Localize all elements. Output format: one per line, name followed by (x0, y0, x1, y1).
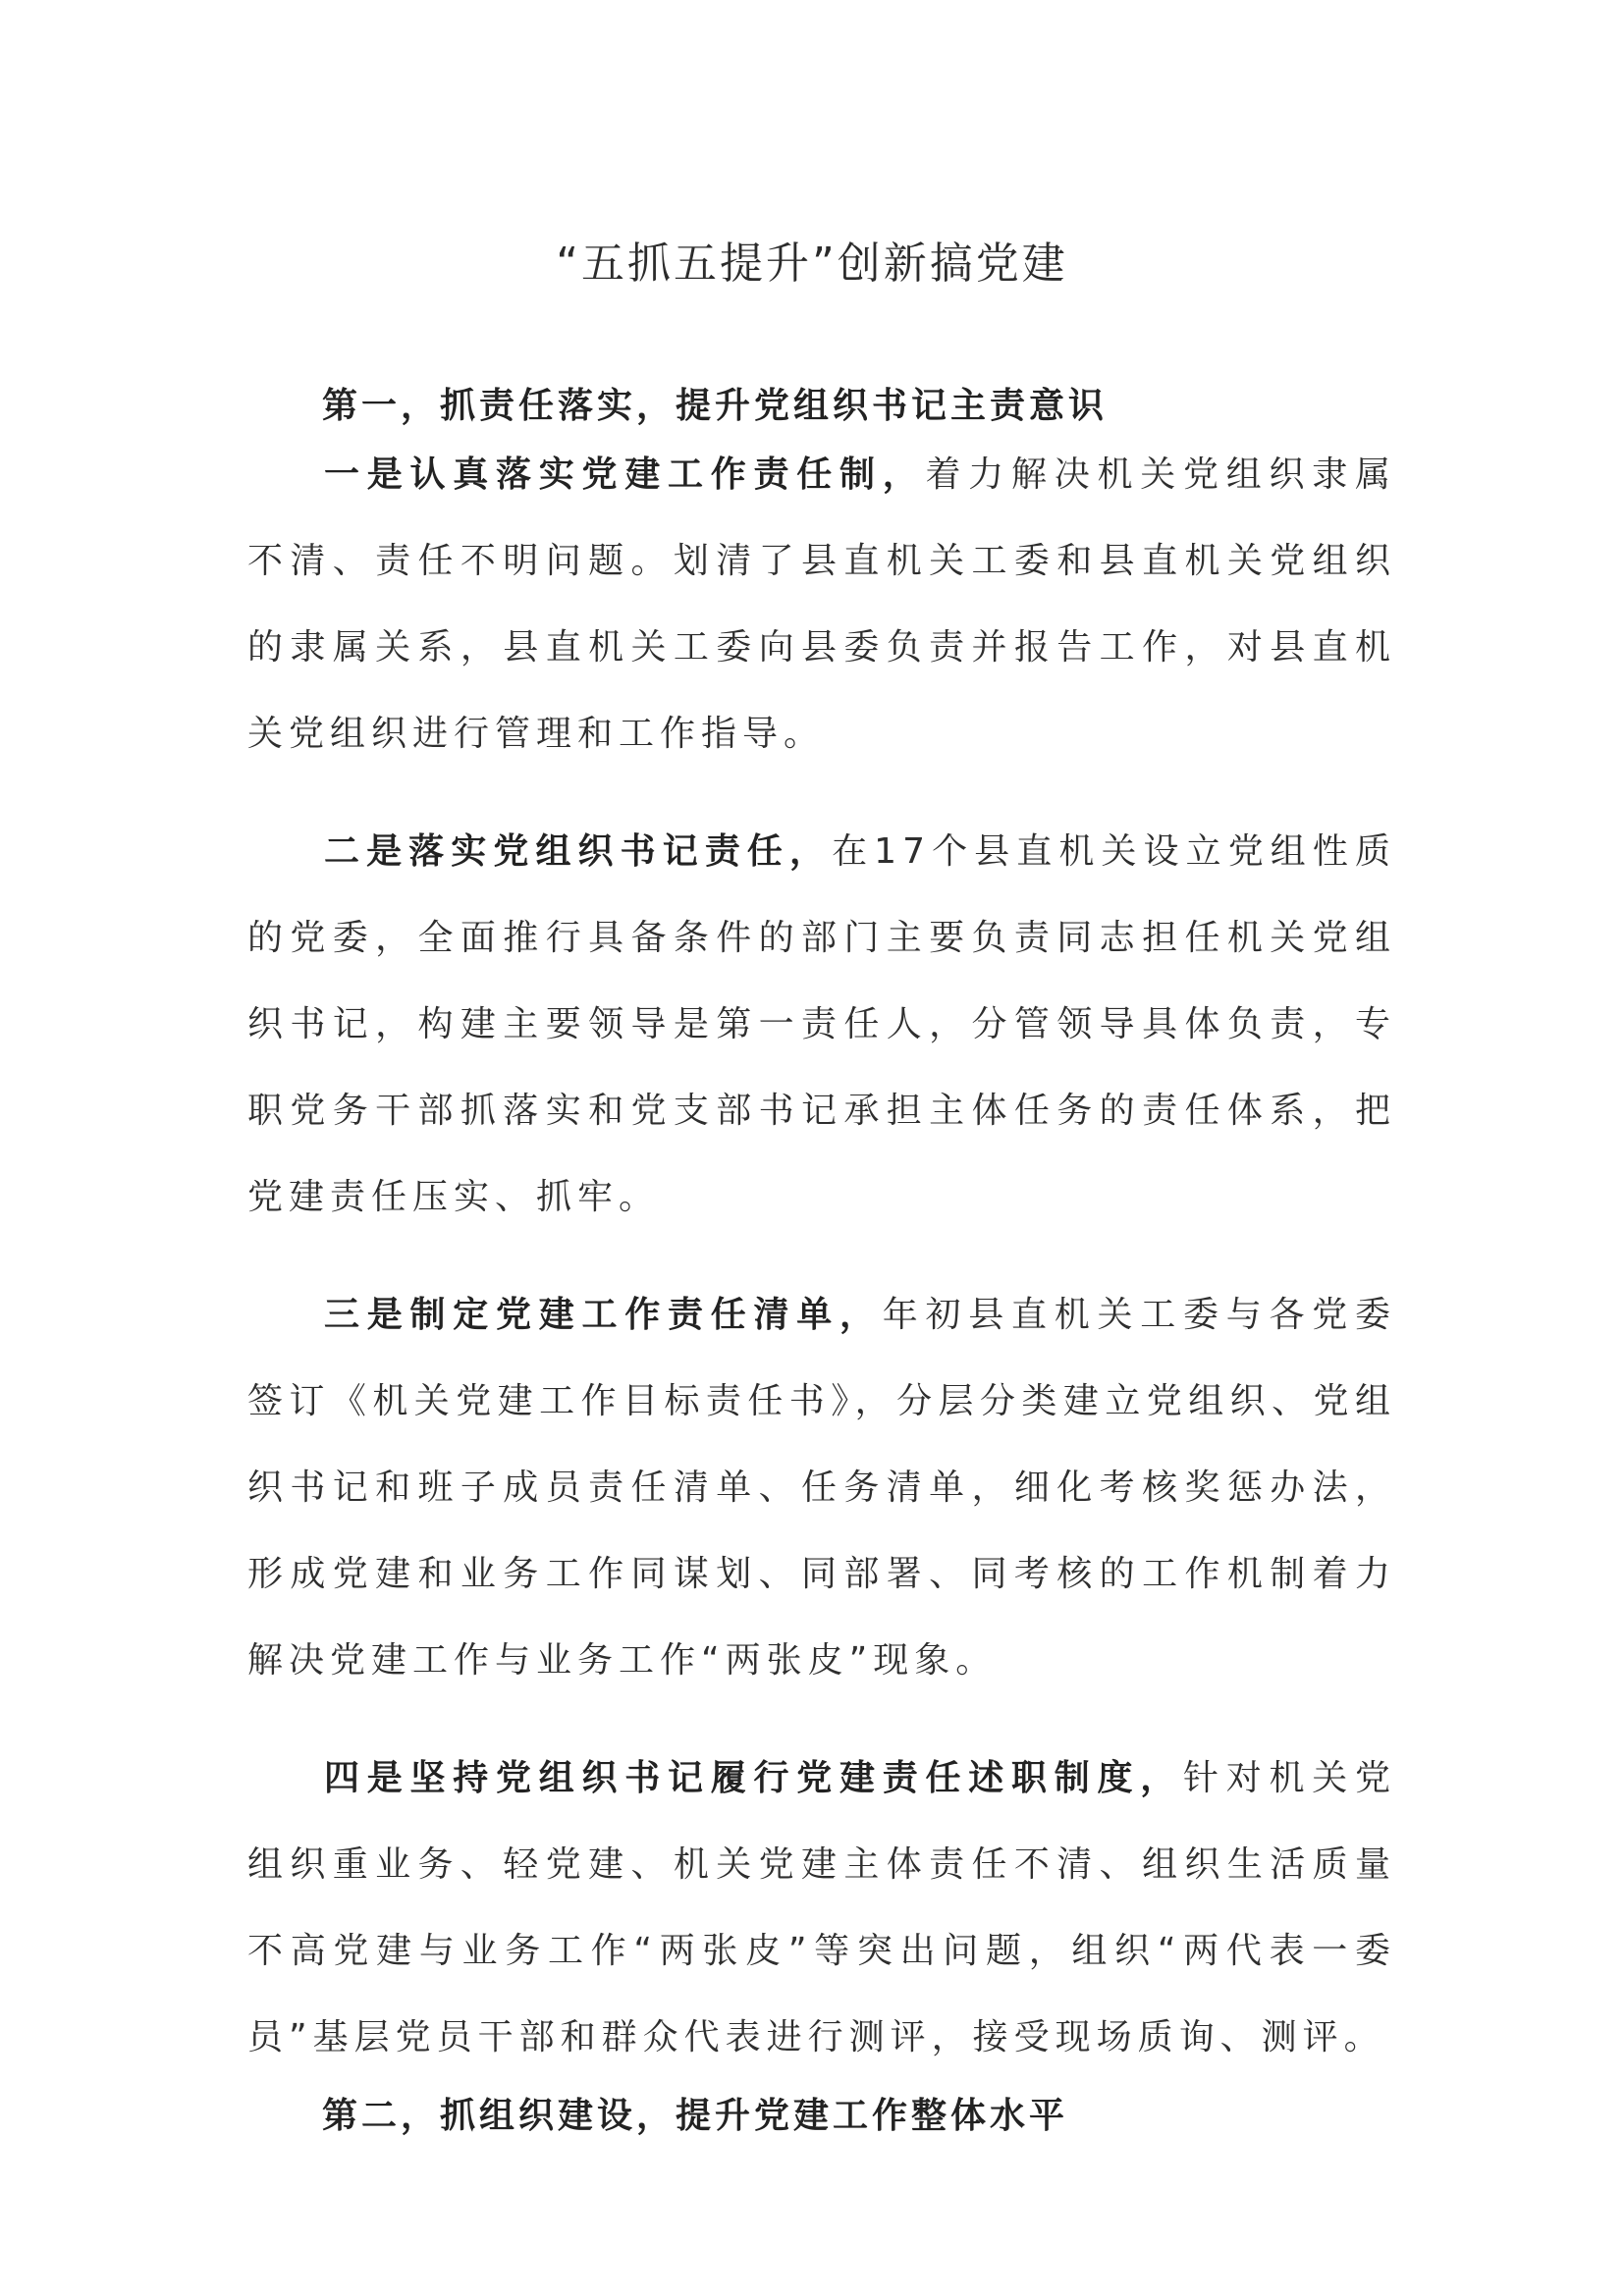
paragraph-4-text: 针对机关党组织重业务、轻党建、机关党建主体责任不清、组织生活质量不高党建与业务工作“两张皮”等突出问题，组织“两代表一委员”基层党员干部和群众代表进行测评，接受现场质询、测评。 (247, 1758, 1396, 2057)
section-heading-1: 第一，抓责任落实，提升党组织书记主责意识 (322, 386, 1109, 426)
paragraph-1-lead: 一是认真落实党建工作责任制， (324, 454, 926, 495)
paragraph-2-text: 在17个县直机关设立党组性质的党委，全面推行具备条件的部门主要负责同志担任机关党组织书记，构建主要领导是第一责任人，分管领导具体负责，专职党务干部抓落实和党支部书记承担主体任务的责任体系，把党建责任压实、抓牢。 (247, 831, 1396, 1217)
paragraph-3-lead: 三是制定党建工作责任清单， (324, 1295, 883, 1335)
paragraph-4 (247, 1735, 1396, 2081)
paragraph-3 (247, 1272, 1396, 1704)
paragraph-2 (247, 809, 1396, 1241)
document-title: “五抓五提升”创新搞党建 (556, 239, 1068, 289)
paragraph-4-lead: 四是坚持党组织书记履行党建责任述职制度， (324, 1758, 1183, 1798)
section-heading-2: 第二，抓组织建设，提升党建工作整体水平 (322, 2096, 1069, 2136)
document-body (247, 381, 1396, 2142)
paragraph-1 (247, 432, 1396, 777)
paragraph-2-lead: 二是落实党组织书记责任， (324, 831, 833, 872)
paragraph-3-text: 年初县直机关工委与各党委签订《机关党建工作目标责任书》，分层分类建立党组织、党组织书记和班子成员责任清单、任务清单，细化考核奖惩办法，形成党建和业务工作同谋划、同部署、同考核的工作机制着力解决党建工作与业务工作“两张皮”现象。 (247, 1295, 1396, 1681)
paragraph-1-text: 着力解决机关党组织隶属不清、责任不明问题。划清了县直机关工委和县直机关党组织的隶属关系，县直机关工委向县委负责并报告工作，对县直机关党组织进行管理和工作指导。 (247, 454, 1396, 754)
